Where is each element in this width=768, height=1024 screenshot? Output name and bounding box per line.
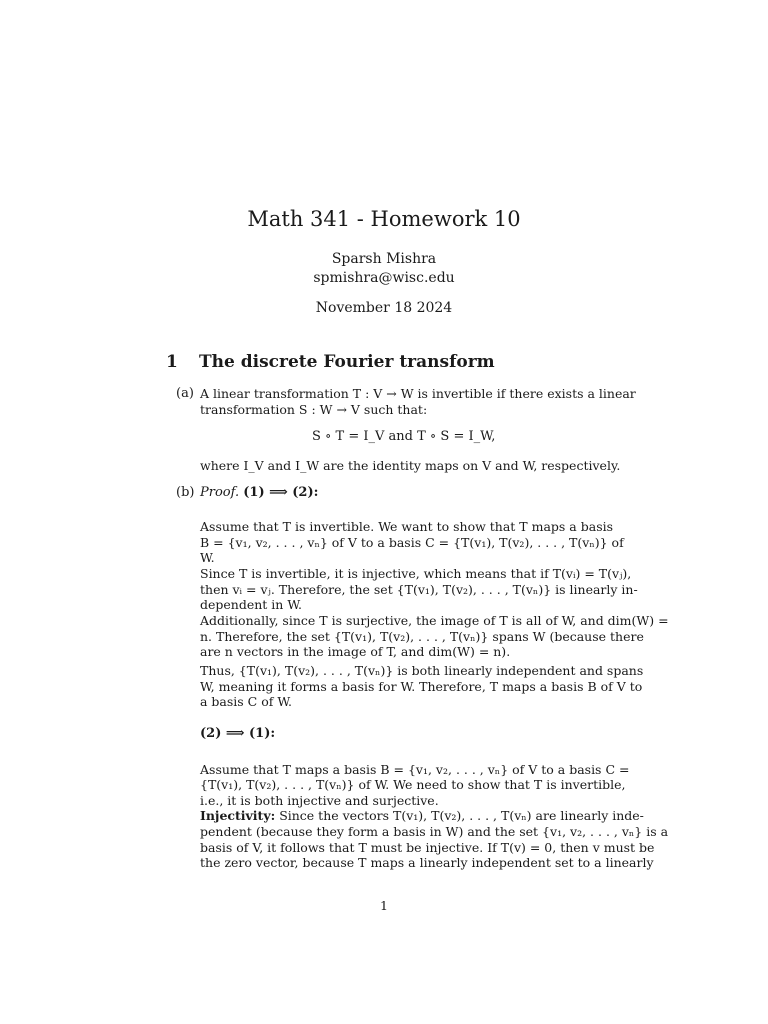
para4-line: basis of V, it follows that T must be injective. If T(v) = 0, then v must be [200, 840, 655, 855]
para3-line: Assume that T maps a basis B = {v₁, v₂, . . . , vₙ} of V to a basis C = [200, 762, 630, 777]
para1-line: B = {v₁, v₂, . . . , vₙ} of V to a basis C = {T(v₁), T(v₂), . . . , T(vₙ)} of [200, 535, 624, 550]
section-title: The discrete Fourier transform [199, 352, 495, 372]
part-a-after: where I_V and I_W are the identity maps on V and W, respectively. [200, 458, 621, 473]
author-name: Sparsh Mishra [331, 251, 437, 267]
part-a-line: A linear transformation T : V → W is invertible if there exists a linear [200, 386, 636, 401]
part-b-label: (b) [176, 485, 195, 500]
para1-line: n. Therefore, the set {T(v₁), T(v₂), . . . , T(vₙ)} spans W (because there [200, 629, 644, 644]
document-date: November 18 2024 [315, 300, 453, 316]
section-number: 1 [166, 352, 178, 372]
document-title: Math 341 - Homework 10 [247, 207, 521, 231]
para1-line: Additionally, since T is surjective, the image of T is all of W, and dim(W) = [200, 613, 669, 628]
proof-direction-2: (2) ⟹ (1): [200, 726, 276, 741]
page-number: 1 [380, 898, 388, 913]
inverse-equation: S ∘ T = I_V and T ∘ S = I_W, [312, 429, 496, 444]
injectivity-line [200, 808, 644, 823]
para3-line: {T(v₁), T(v₂), . . . , T(vₙ)} of W. We need to show that T is invertible, [200, 777, 626, 792]
para4-line: the zero vector, because T maps a linearly independent set to a linearly [200, 855, 654, 870]
part-a-label: (a) [176, 386, 194, 401]
author-email: spmishra@wisc.edu [313, 270, 455, 286]
para1-line: W. [200, 550, 215, 565]
para2-line: a basis C of W. [200, 694, 292, 709]
para2-line: W, meaning it forms a basis for W. Therefore, T maps a basis B of V to [200, 679, 643, 694]
para1-line: dependent in W. [200, 597, 302, 612]
injectivity-text: Since the vectors T(v₁), T(v₂), . . . , T(vₙ) are linearly inde- [275, 808, 644, 823]
proof-heading [200, 485, 318, 500]
proof-direction-1: (1) ⟹ (2): [243, 485, 319, 500]
para1-line: then vᵢ = vⱼ. Therefore, the set {T(v₁), T(v₂), . . . , T(vₙ)} is linearly in- [200, 582, 638, 597]
proof-word: Proof. [200, 485, 240, 500]
para2-line: Thus, {T(v₁), T(v₂), . . . , T(vₙ)} is both linearly independent and spans [200, 663, 644, 678]
para1-line: are n vectors in the image of T, and dim(W) = n). [200, 644, 511, 659]
para4-line: pendent (because they form a basis in W) and the set {v₁, v₂, . . . , vₙ} is a [200, 824, 669, 839]
para1-line: Assume that T is invertible. We want to show that T maps a basis [200, 519, 614, 534]
injectivity-label: Injectivity: [200, 808, 276, 823]
part-a-line: transformation S : W → V such that: [200, 402, 428, 417]
para3-line: i.e., it is both injective and surjective. [200, 793, 439, 808]
para1-line: Since T is invertible, it is injective, which means that if T(vᵢ) = T(vⱼ), [200, 566, 632, 581]
